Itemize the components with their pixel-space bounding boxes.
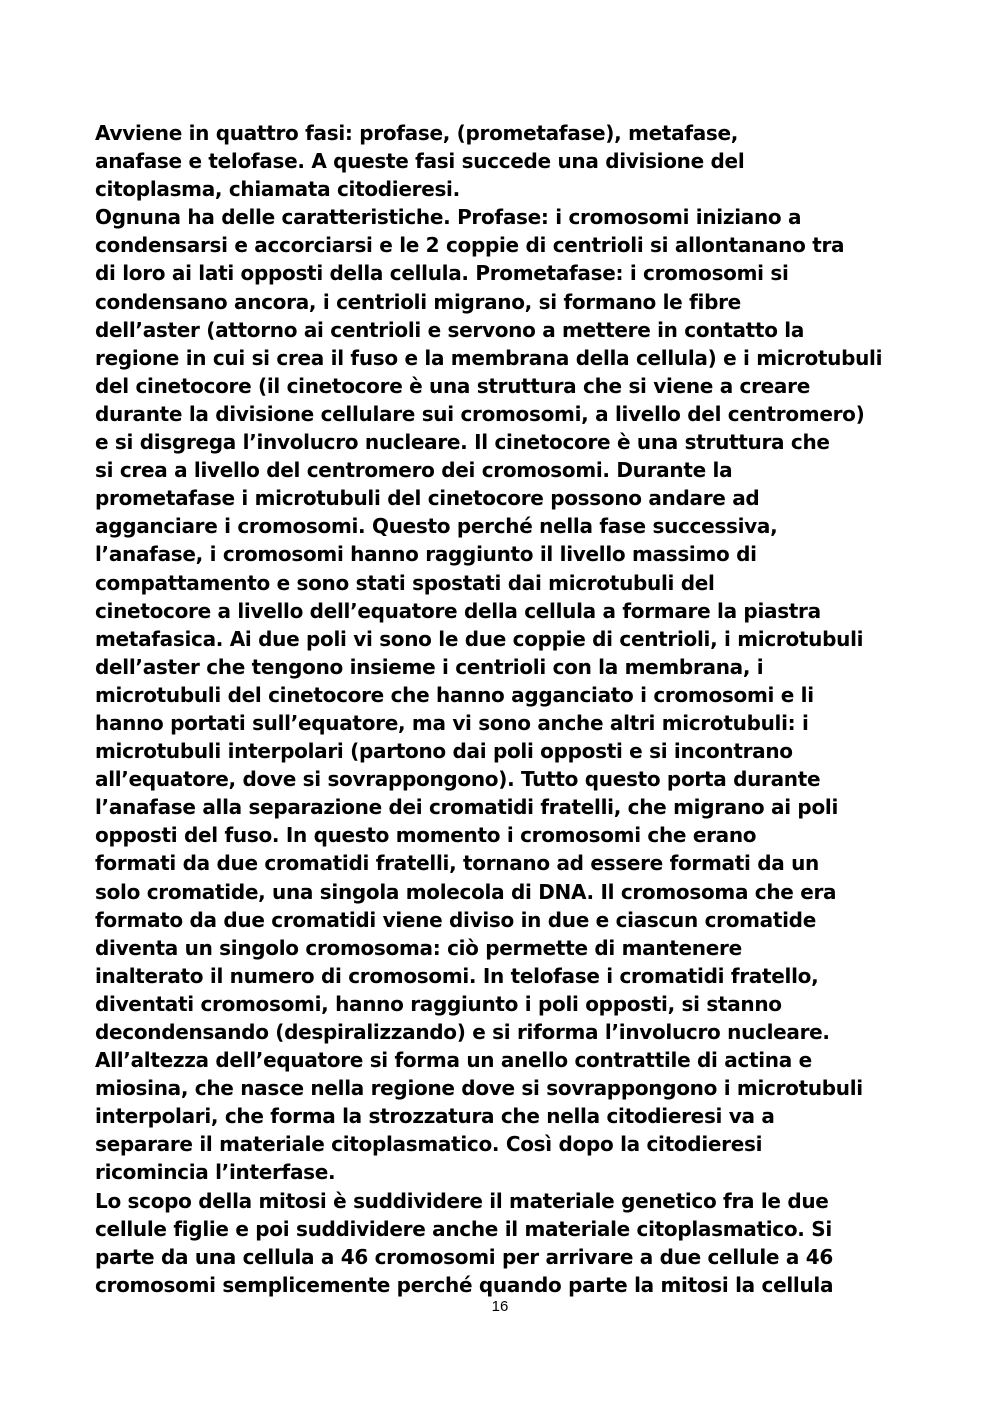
text-line: hanno portati sull’equatore, ma vi sono anche altri microtubuli: i: [95, 710, 809, 735]
text-line: microtubuli interpolari (partono dai poli opposti e si incontrano: [95, 739, 793, 764]
text-line: prometafase i microtubuli del cinetocore possono andare ad: [95, 486, 760, 511]
text-line: l’anafase alla separazione dei cromatidi fratelli, che migrano ai poli: [95, 795, 838, 820]
body-text: [95, 119, 910, 1299]
text-line: All’altezza dell’equatore si forma un anello contrattile di actina e: [95, 1048, 812, 1073]
text-line: miosina, che nasce nella regione dove si sovrappongono i microtubuli: [95, 1076, 863, 1101]
text-line: agganciare i cromosomi. Questo perché nella fase successiva,: [95, 514, 778, 539]
text-line: formati da due cromatidi fratelli, tornano ad essere formati da un: [95, 851, 819, 876]
text-line: di loro ai lati opposti della cellula. Prometafase: i cromosomi si: [95, 261, 789, 286]
text-line: formato da due cromatidi viene diviso in due e ciascun cromatide: [95, 907, 816, 932]
text-line: interpolari, che forma la strozzatura che nella citodieresi va a: [95, 1104, 775, 1129]
page-number: 16: [491, 1298, 509, 1315]
text-line: Avviene in quattro fasi: profase, (prometafase), metafase,: [95, 121, 739, 145]
text-line: solo cromatide, una singola molecola di DNA. Il cromosoma che era: [95, 879, 837, 904]
text-line: opposti del fuso. In questo momento i cromosomi che erano: [95, 823, 757, 848]
text-line: dell’aster (attorno ai centrioli e servono a mettere in contatto la: [95, 317, 805, 342]
text-line: microtubuli del cinetocore che hanno agganciato i cromosomi e li: [95, 682, 814, 707]
text-line: decondensando (despiralizzando) e si riforma l’involucro nucleare.: [95, 1020, 830, 1044]
text-line: inalterato il numero di cromosomi. In telofase i cromatidi fratello,: [95, 963, 819, 988]
text-line: si crea a livello del centromero dei cromosomi. Durante la: [95, 458, 733, 483]
text-line: all’equatore, dove si sovrappongono). Tutto questo porta durante: [95, 767, 821, 792]
text-line: e si disgrega l’involucro nucleare. Il cinetocore è una struttura che: [95, 430, 830, 455]
text-line: Ognuna ha delle caratteristiche. Profase: i cromosomi iniziano a: [95, 205, 802, 230]
text-line: diventati cromosomi, hanno raggiunto i poli opposti, si stanno: [95, 991, 782, 1016]
text-line: cromosomi semplicemente perché quando parte la mitosi la cellula: [95, 1272, 834, 1297]
text-line: ricomincia l’interfase.: [95, 1160, 336, 1185]
text-line: del cinetocore (il cinetocore è una struttura che si viene a creare: [95, 373, 810, 398]
text-line: parte da una cellula a 46 cromosomi per arrivare a due cellule a 46: [95, 1244, 833, 1269]
text-line: cinetocore a livello dell’equatore della cellula a formare la piastra: [95, 598, 821, 623]
text-line: anafase e telofase. A queste fasi succede una divisione del: [95, 149, 745, 174]
text-line: regione in cui si crea il fuso e la membrana della cellula) e i microtubuli: [95, 345, 883, 370]
text-line: compattamento e sono stati spostati dai microtubuli del: [95, 570, 715, 595]
text-line: l’anafase, i cromosomi hanno raggiunto il livello massimo di: [95, 542, 757, 567]
text-line: dell’aster che tengono insieme i centrioli con la membrana, i: [95, 654, 764, 679]
text-line: separare il materiale citoplasmatico. Così dopo la citodieresi: [95, 1132, 763, 1157]
text-line: durante la divisione cellulare sui cromosomi, a livello del centromero): [95, 401, 865, 426]
text-line: condensarsi e accorciarsi e le 2 coppie di centrioli si allontanano tra: [95, 233, 845, 258]
text-line: diventa un singolo cromosoma: ciò permette di mantenere: [95, 935, 742, 960]
text-line: citoplasma, chiamata citodieresi.: [95, 177, 460, 202]
text-line: Lo scopo della mitosi è suddividere il materiale genetico fra le due: [95, 1188, 829, 1213]
text-line: condensano ancora, i centrioli migrano, si formano le fibre: [95, 289, 741, 314]
text-line: metafasica. Ai due poli vi sono le due coppie di centrioli, i microtubuli: [95, 626, 864, 651]
text-line: cellule figlie e poi suddividere anche il materiale citoplasmatico. Si: [95, 1216, 832, 1241]
